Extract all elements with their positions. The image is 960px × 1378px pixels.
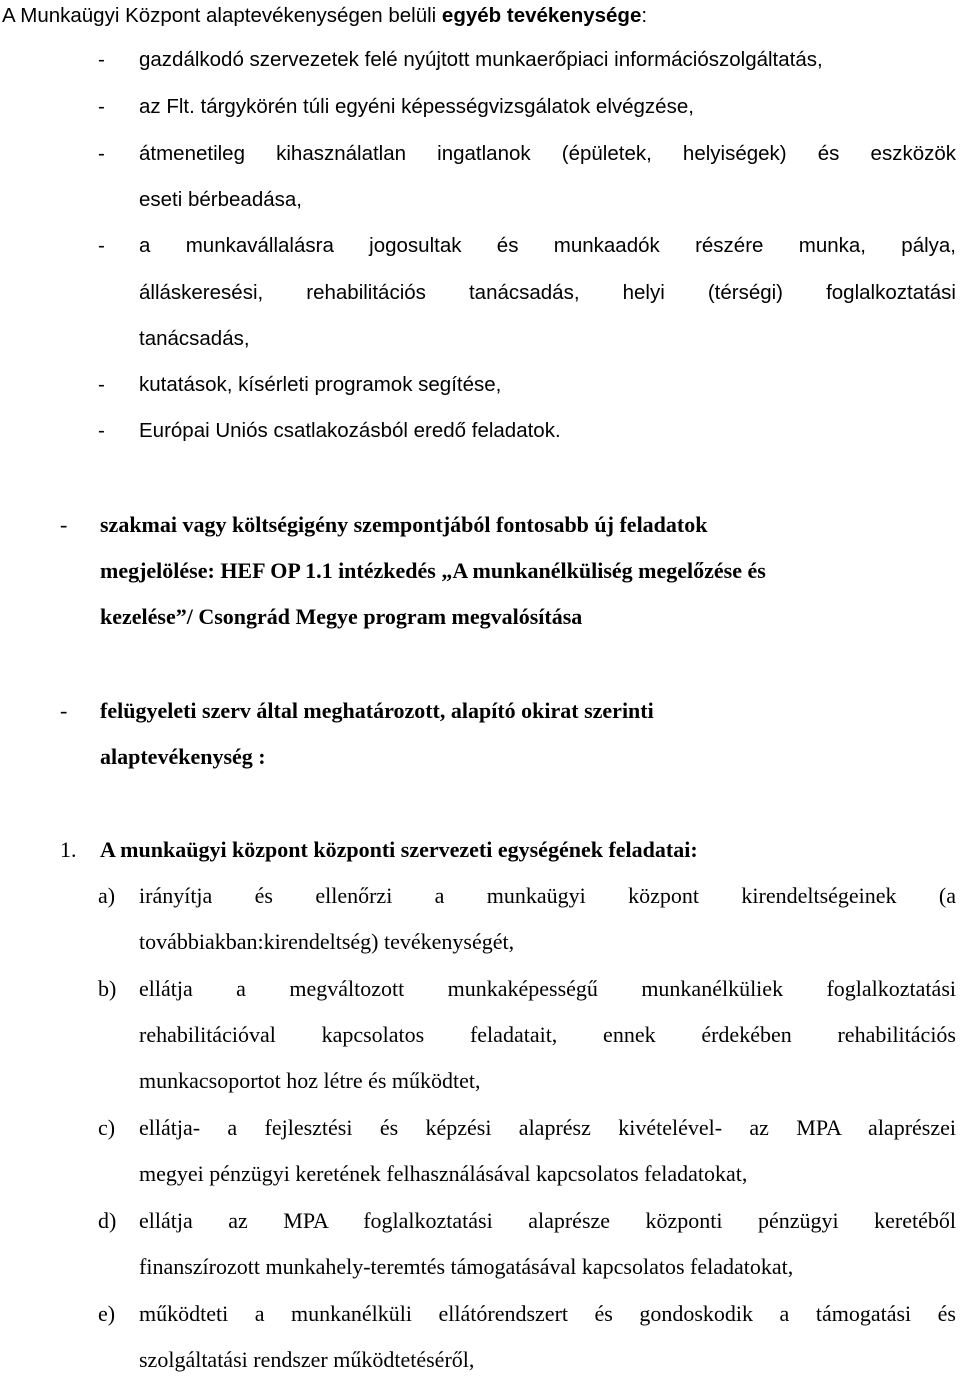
numbered-heading: A munkaügyi központ központi szervezeti egységének feladatai: bbox=[100, 837, 698, 862]
item-marker: a) bbox=[98, 883, 116, 908]
item-marker: c) bbox=[98, 1115, 116, 1140]
list-dash: - bbox=[98, 373, 105, 396]
list-dash: - bbox=[98, 234, 105, 257]
list-dash: - bbox=[98, 142, 105, 165]
item-line: finanszírozott munkahely-teremtés támogatásával kapcsolatos feladatokat, bbox=[139, 1254, 794, 1279]
item-line: ellátja a megváltozott munkaképességű munkanélküliek foglalkoztatási bbox=[139, 976, 956, 1001]
item-line: szolgáltatási rendszer működtetéséről, bbox=[139, 1347, 475, 1372]
list-item-line: álláskeresési, rehabilitációs tanácsadás, helyi (térségi) foglalkoztatási bbox=[139, 281, 956, 304]
section-new-tasks-line: megjelölése: HEF OP 1.1 intézkedés „A munkanélküliség megelőzése és bbox=[100, 558, 766, 583]
section-new-tasks-line: kezelése”/ Csongrád Megye program megvalósítása bbox=[100, 604, 583, 629]
intro-suffix: : bbox=[641, 4, 648, 27]
section-dash: - bbox=[60, 698, 68, 723]
item-line: irányítja és ellenőrzi a munkaügyi központ kirendeltségeinek (a bbox=[139, 883, 956, 908]
list-item-line: az Flt. tárgykörén túli egyéni képességvizsgálatok elvégzése, bbox=[139, 95, 694, 118]
section-new-tasks-line: szakmai vagy költségigény szempontjából fontosabb új feladatok bbox=[100, 512, 708, 537]
item-line: továbbiakban:kirendeltség) tevékenységét, bbox=[139, 929, 515, 954]
list-item-line: kutatások, kísérleti programok segítése, bbox=[139, 373, 502, 396]
item-line: ellátja az MPA foglalkoztatási alaprésze központi pénzügyi keretéből bbox=[139, 1208, 956, 1233]
list-item-line: Európai Uniós csatlakozásból eredő feladatok. bbox=[139, 419, 561, 442]
list-dash: - bbox=[98, 95, 105, 118]
item-marker: d) bbox=[98, 1208, 117, 1233]
list-dash: - bbox=[98, 48, 105, 71]
list-item-line: átmenetileg kihasználatlan ingatlanok (épületek, helyiségek) és eszközök bbox=[139, 142, 956, 165]
section-core-line: alaptevékenység : bbox=[100, 744, 266, 769]
intro-bold: egyéb tevékenysége bbox=[441, 4, 642, 27]
item-marker: b) bbox=[98, 976, 117, 1001]
section-core-line: felügyeleti szerv által meghatározott, alapító okirat szerinti bbox=[100, 698, 654, 723]
item-line: munkacsoportot hoz létre és működtet, bbox=[139, 1068, 481, 1093]
intro-prefix: A Munkaügyi Központ alaptevékenységen belüli bbox=[2, 4, 442, 27]
item-line: megyei pénzügyi keretének felhasználásával kapcsolatos feladatokat, bbox=[139, 1161, 748, 1186]
section-number: 1. bbox=[60, 837, 77, 862]
list-item-line: gazdálkodó szervezetek felé nyújtott munkaerőpiaci információszolgáltatás, bbox=[139, 48, 823, 71]
item-marker: e) bbox=[98, 1301, 116, 1326]
item-line: ellátja- a fejlesztési és képzési alaprész kivételével- az MPA alaprészei bbox=[139, 1115, 956, 1140]
list-dash: - bbox=[98, 419, 105, 442]
item-line: működteti a munkanélküli ellátórendszert és gondoskodik a támogatási és bbox=[139, 1301, 956, 1326]
item-line: rehabilitációval kapcsolatos feladatait, ennek érdekében rehabilitációs bbox=[139, 1022, 956, 1047]
list-item-line: eseti bérbeadása, bbox=[139, 188, 302, 211]
section-dash: - bbox=[60, 512, 68, 537]
intro-line bbox=[2, 2, 647, 30]
list-item-line: tanácsadás, bbox=[139, 327, 250, 350]
list-item-line: a munkavállalásra jogosultak és munkaadók részére munka, pálya, bbox=[139, 234, 956, 257]
